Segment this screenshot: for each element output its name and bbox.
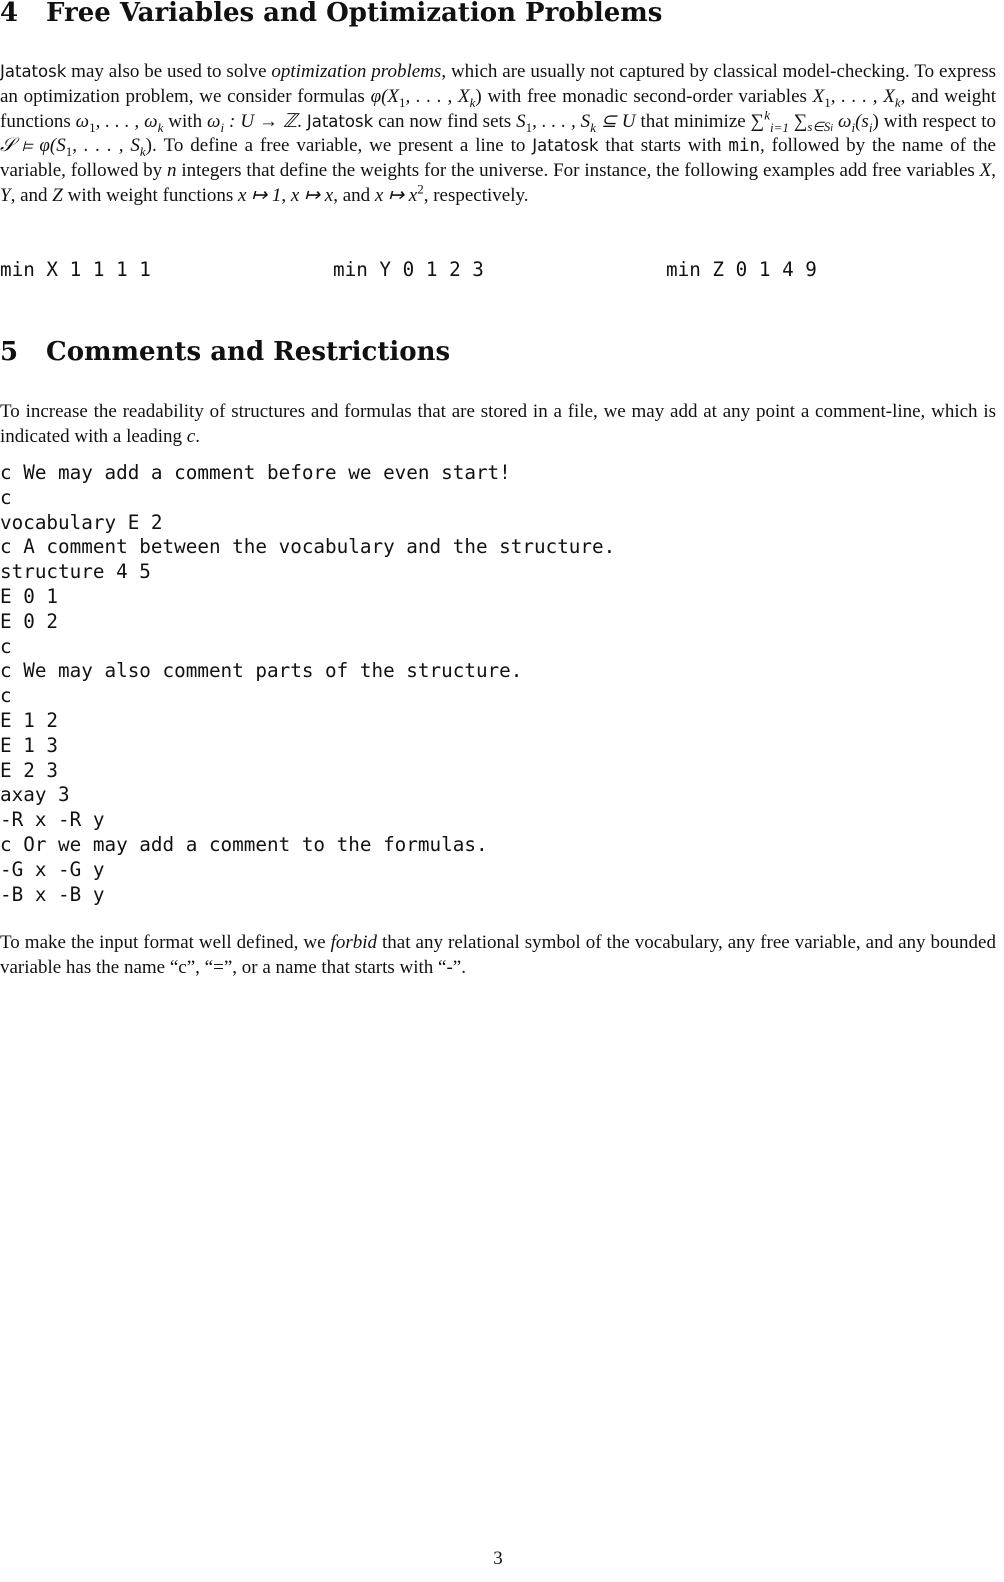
- emphasis: forbid: [330, 932, 378, 953]
- section-5-heading: [0, 338, 450, 366]
- code-line: -G x -G y: [0, 857, 105, 881]
- paragraph-comments: To increase the readability of structures and formulas that are stored in a file, we may add at any point a comment-line, which is indicated with a leading c.: [0, 401, 996, 447]
- code-line: E 1 3: [0, 733, 59, 757]
- code-min-y: min Y 0 1 2 3: [333, 258, 484, 281]
- section-4-heading: [0, 0, 662, 27]
- paragraph-optimization: Jatatosk may also be used to solve optimization problems, which are usually not captured by classical model-checking. To express an optimization problem, we consider formulas $\varphi(X_1$, . . . , $X_k$) with free monadic second-order variables $X_1$, . . . , $X_k$, and weight functions $\omega_1$, . . . , $\omega_k$ with $\omega_i$ : U → ℤ. Jatatosk can now find sets $S_1$, . . . , $S_k$ ⊆ U that minimize ∑$^k_{i=1}$ $\sum_{s\in Si}$ $\omega_i(s_i)$ with respect to 𝒮 ⊨ $\varphi(S_1$, . . . , $S_k$). To define a free variable, we present a line to Jatatosk that starts with min, followed by the name of the variable, followed by n integers that define the weights for the universe. For instance, the following examples add free variables X, Y, and Z with weight functions x ↦ 1, x ↦ x, and x ↦ $x^2$, respectively.: [0, 61, 997, 206]
- code-min-x: min X 1 1 1 1: [0, 258, 151, 281]
- section-number: 4: [0, 0, 19, 28]
- section-title: Comments and Restrictions: [46, 337, 451, 367]
- math: ω: [207, 110, 221, 132]
- code-line: E 0 1: [0, 584, 59, 608]
- math: 𝒮 ⊨ φ(S: [0, 135, 66, 157]
- tool-name: Jatatosk: [532, 136, 599, 156]
- min-examples-row: [0, 258, 996, 284]
- code-line: E 0 2: [0, 609, 59, 633]
- code-line: -B x -B y: [0, 882, 105, 906]
- code-line: c We may also comment parts of the structure.: [0, 659, 523, 683]
- math-sum: ∑: [750, 110, 765, 132]
- code-line: c: [0, 684, 12, 708]
- tool-name: Jatatosk: [0, 62, 67, 81]
- code-line: c A comment between the vocabulary and the structure.: [0, 535, 616, 559]
- keyword-min: min: [728, 136, 761, 157]
- code-line: E 2 3: [0, 758, 59, 782]
- paragraph-restrictions: To make the input format well defined, we forbid that any relational symbol of the vocabulary, any free variable, and any bounded variable has the name “c”, “=”, or a name that starts with “-”.: [0, 932, 996, 978]
- section-title: Free Variables and Optimization Problems: [46, 0, 663, 28]
- code-line: structure 4 5: [0, 560, 151, 584]
- code-line: axay 3: [0, 783, 70, 807]
- code-block: [0, 461, 615, 907]
- code-line: c: [0, 634, 12, 658]
- tool-name: Jatatosk: [306, 111, 374, 131]
- code-line: vocabulary E 2: [0, 510, 163, 534]
- code-line: c Or we may add a comment to the formulas.: [0, 832, 488, 856]
- section-number: 5: [0, 337, 19, 367]
- code-line: c: [0, 485, 12, 509]
- math: n: [167, 160, 177, 182]
- page-number: 3: [493, 1548, 503, 1569]
- math: c: [186, 425, 196, 447]
- code-line: -R x -R y: [0, 808, 105, 832]
- code-line: E 1 2: [0, 708, 59, 732]
- code-line: c We may add a comment before we even start!: [0, 461, 511, 484]
- math: ω: [75, 110, 90, 132]
- math: φ(X: [370, 85, 400, 107]
- math: S: [516, 110, 526, 132]
- emphasis: optimization problems: [271, 61, 442, 82]
- math: X: [812, 85, 825, 107]
- code-min-z: min Z 0 1 4 9: [666, 258, 817, 281]
